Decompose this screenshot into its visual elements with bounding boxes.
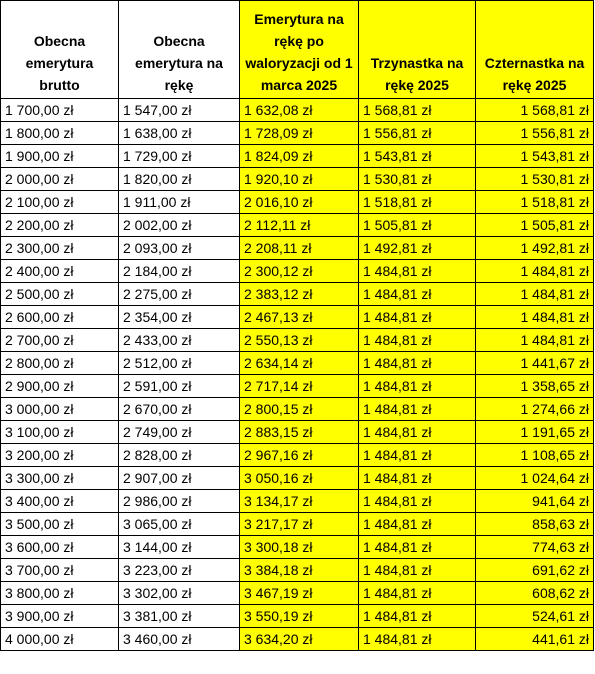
header-indexed-pension: Emerytura na rękę po waloryzacji od 1 marca 2025 xyxy=(240,1,359,99)
cell-gross-pension: 3 300,00 zł xyxy=(1,467,119,490)
cell-13th-pension: 1 568,81 zł xyxy=(359,99,476,122)
cell-net-pension: 2 986,00 zł xyxy=(119,490,240,513)
cell-indexed-pension: 1 920,10 zł xyxy=(240,168,359,191)
cell-gross-pension: 3 200,00 zł xyxy=(1,444,119,467)
cell-13th-pension: 1 484,81 zł xyxy=(359,329,476,352)
cell-14th-pension: 858,63 zł xyxy=(476,513,594,536)
cell-13th-pension: 1 484,81 zł xyxy=(359,513,476,536)
cell-net-pension: 2 433,00 zł xyxy=(119,329,240,352)
cell-indexed-pension: 2 383,12 zł xyxy=(240,283,359,306)
cell-net-pension: 2 591,00 zł xyxy=(119,375,240,398)
cell-gross-pension: 2 700,00 zł xyxy=(1,329,119,352)
cell-gross-pension: 3 100,00 zł xyxy=(1,421,119,444)
cell-14th-pension: 1 484,81 zł xyxy=(476,329,594,352)
table-row xyxy=(1,260,594,283)
cell-indexed-pension: 3 634,20 zł xyxy=(240,628,359,651)
cell-14th-pension: 1 108,65 zł xyxy=(476,444,594,467)
cell-14th-pension: 608,62 zł xyxy=(476,582,594,605)
cell-14th-pension: 1 484,81 zł xyxy=(476,283,594,306)
cell-net-pension: 2 512,00 zł xyxy=(119,352,240,375)
table-row xyxy=(1,352,594,375)
cell-indexed-pension: 3 550,19 zł xyxy=(240,605,359,628)
cell-indexed-pension: 1 632,08 zł xyxy=(240,99,359,122)
table-row xyxy=(1,283,594,306)
cell-13th-pension: 1 484,81 zł xyxy=(359,352,476,375)
cell-indexed-pension: 1 728,09 zł xyxy=(240,122,359,145)
cell-net-pension: 2 749,00 zł xyxy=(119,421,240,444)
cell-indexed-pension: 3 134,17 zł xyxy=(240,490,359,513)
cell-14th-pension: 691,62 zł xyxy=(476,559,594,582)
table-row xyxy=(1,168,594,191)
cell-net-pension: 1 729,00 zł xyxy=(119,145,240,168)
cell-gross-pension: 3 400,00 zł xyxy=(1,490,119,513)
table-header xyxy=(1,1,594,99)
cell-14th-pension: 1 274,66 zł xyxy=(476,398,594,421)
cell-13th-pension: 1 484,81 zł xyxy=(359,260,476,283)
table-row xyxy=(1,467,594,490)
cell-13th-pension: 1 484,81 zł xyxy=(359,490,476,513)
cell-net-pension: 2 907,00 zł xyxy=(119,467,240,490)
cell-net-pension: 2 354,00 zł xyxy=(119,306,240,329)
cell-indexed-pension: 3 384,18 zł xyxy=(240,559,359,582)
cell-13th-pension: 1 484,81 zł xyxy=(359,559,476,582)
cell-13th-pension: 1 484,81 zł xyxy=(359,467,476,490)
cell-13th-pension: 1 505,81 zł xyxy=(359,214,476,237)
cell-13th-pension: 1 530,81 zł xyxy=(359,168,476,191)
cell-net-pension: 3 302,00 zł xyxy=(119,582,240,605)
cell-indexed-pension: 3 050,16 zł xyxy=(240,467,359,490)
cell-gross-pension: 3 900,00 zł xyxy=(1,605,119,628)
cell-gross-pension: 1 900,00 zł xyxy=(1,145,119,168)
cell-14th-pension: 1 518,81 zł xyxy=(476,191,594,214)
cell-14th-pension: 1 441,67 zł xyxy=(476,352,594,375)
cell-gross-pension: 3 800,00 zł xyxy=(1,582,119,605)
cell-net-pension: 1 911,00 zł xyxy=(119,191,240,214)
cell-indexed-pension: 2 800,15 zł xyxy=(240,398,359,421)
table-row xyxy=(1,605,594,628)
cell-14th-pension: 1 505,81 zł xyxy=(476,214,594,237)
cell-14th-pension: 1 191,65 zł xyxy=(476,421,594,444)
cell-gross-pension: 2 800,00 zł xyxy=(1,352,119,375)
table-row xyxy=(1,559,594,582)
header-gross-pension: Obecna emerytura brutto xyxy=(1,1,119,99)
cell-gross-pension: 1 800,00 zł xyxy=(1,122,119,145)
cell-indexed-pension: 2 208,11 zł xyxy=(240,237,359,260)
cell-14th-pension: 524,61 zł xyxy=(476,605,594,628)
cell-13th-pension: 1 556,81 zł xyxy=(359,122,476,145)
table-row xyxy=(1,398,594,421)
cell-net-pension: 2 002,00 zł xyxy=(119,214,240,237)
header-net-pension: Obecna emerytura na rękę xyxy=(119,1,240,99)
cell-net-pension: 2 828,00 zł xyxy=(119,444,240,467)
cell-gross-pension: 2 200,00 zł xyxy=(1,214,119,237)
cell-14th-pension: 441,61 zł xyxy=(476,628,594,651)
cell-14th-pension: 941,64 zł xyxy=(476,490,594,513)
cell-gross-pension: 2 100,00 zł xyxy=(1,191,119,214)
cell-net-pension: 1 547,00 zł xyxy=(119,99,240,122)
cell-net-pension: 2 670,00 zł xyxy=(119,398,240,421)
cell-13th-pension: 1 484,81 zł xyxy=(359,444,476,467)
cell-gross-pension: 2 000,00 zł xyxy=(1,168,119,191)
cell-gross-pension: 2 300,00 zł xyxy=(1,237,119,260)
table-row xyxy=(1,490,594,513)
cell-14th-pension: 1 556,81 zł xyxy=(476,122,594,145)
cell-gross-pension: 2 500,00 zł xyxy=(1,283,119,306)
cell-indexed-pension: 2 300,12 zł xyxy=(240,260,359,283)
cell-14th-pension: 1 024,64 zł xyxy=(476,467,594,490)
cell-13th-pension: 1 484,81 zł xyxy=(359,628,476,651)
cell-indexed-pension: 2 634,14 zł xyxy=(240,352,359,375)
cell-indexed-pension: 3 467,19 zł xyxy=(240,582,359,605)
cell-14th-pension: 1 484,81 zł xyxy=(476,306,594,329)
table-row xyxy=(1,306,594,329)
cell-gross-pension: 2 600,00 zł xyxy=(1,306,119,329)
table-body xyxy=(1,99,594,651)
cell-net-pension: 3 460,00 zł xyxy=(119,628,240,651)
cell-14th-pension: 1 358,65 zł xyxy=(476,375,594,398)
cell-gross-pension: 3 000,00 zł xyxy=(1,398,119,421)
cell-net-pension: 1 820,00 zł xyxy=(119,168,240,191)
table-row xyxy=(1,628,594,651)
table-row xyxy=(1,582,594,605)
table-row xyxy=(1,191,594,214)
cell-indexed-pension: 3 300,18 zł xyxy=(240,536,359,559)
header-14th-pension: Czternastka na rękę 2025 xyxy=(476,1,594,99)
cell-13th-pension: 1 492,81 zł xyxy=(359,237,476,260)
cell-indexed-pension: 2 883,15 zł xyxy=(240,421,359,444)
cell-13th-pension: 1 484,81 zł xyxy=(359,582,476,605)
cell-14th-pension: 1 530,81 zł xyxy=(476,168,594,191)
cell-indexed-pension: 2 467,13 zł xyxy=(240,306,359,329)
cell-indexed-pension: 2 717,14 zł xyxy=(240,375,359,398)
header-13th-pension: Trzynastka na rękę 2025 xyxy=(359,1,476,99)
cell-14th-pension: 1 484,81 zł xyxy=(476,260,594,283)
cell-14th-pension: 1 568,81 zł xyxy=(476,99,594,122)
cell-indexed-pension: 2 967,16 zł xyxy=(240,444,359,467)
table-row xyxy=(1,444,594,467)
cell-net-pension: 2 275,00 zł xyxy=(119,283,240,306)
cell-13th-pension: 1 518,81 zł xyxy=(359,191,476,214)
cell-13th-pension: 1 484,81 zł xyxy=(359,398,476,421)
cell-indexed-pension: 2 550,13 zł xyxy=(240,329,359,352)
cell-gross-pension: 4 000,00 zł xyxy=(1,628,119,651)
cell-indexed-pension: 2 112,11 zł xyxy=(240,214,359,237)
cell-14th-pension: 774,63 zł xyxy=(476,536,594,559)
cell-13th-pension: 1 484,81 zł xyxy=(359,306,476,329)
cell-net-pension: 3 065,00 zł xyxy=(119,513,240,536)
cell-net-pension: 3 223,00 zł xyxy=(119,559,240,582)
cell-13th-pension: 1 543,81 zł xyxy=(359,145,476,168)
table-row xyxy=(1,329,594,352)
cell-gross-pension: 3 700,00 zł xyxy=(1,559,119,582)
cell-13th-pension: 1 484,81 zł xyxy=(359,283,476,306)
cell-net-pension: 3 381,00 zł xyxy=(119,605,240,628)
cell-13th-pension: 1 484,81 zł xyxy=(359,536,476,559)
cell-indexed-pension: 1 824,09 zł xyxy=(240,145,359,168)
table-row xyxy=(1,237,594,260)
cell-gross-pension: 3 500,00 zł xyxy=(1,513,119,536)
cell-net-pension: 3 144,00 zł xyxy=(119,536,240,559)
table-row xyxy=(1,99,594,122)
cell-gross-pension: 3 600,00 zł xyxy=(1,536,119,559)
table-row xyxy=(1,214,594,237)
header-row xyxy=(1,1,594,99)
table-row xyxy=(1,513,594,536)
cell-13th-pension: 1 484,81 zł xyxy=(359,375,476,398)
cell-13th-pension: 1 484,81 zł xyxy=(359,605,476,628)
cell-net-pension: 2 093,00 zł xyxy=(119,237,240,260)
table-row xyxy=(1,375,594,398)
cell-13th-pension: 1 484,81 zł xyxy=(359,421,476,444)
table-row xyxy=(1,421,594,444)
cell-net-pension: 2 184,00 zł xyxy=(119,260,240,283)
table-row xyxy=(1,122,594,145)
cell-gross-pension: 2 400,00 zł xyxy=(1,260,119,283)
table-row xyxy=(1,145,594,168)
cell-net-pension: 1 638,00 zł xyxy=(119,122,240,145)
cell-gross-pension: 1 700,00 zł xyxy=(1,99,119,122)
cell-gross-pension: 2 900,00 zł xyxy=(1,375,119,398)
cell-14th-pension: 1 543,81 zł xyxy=(476,145,594,168)
cell-14th-pension: 1 492,81 zł xyxy=(476,237,594,260)
cell-indexed-pension: 2 016,10 zł xyxy=(240,191,359,214)
cell-indexed-pension: 3 217,17 zł xyxy=(240,513,359,536)
table-row xyxy=(1,536,594,559)
